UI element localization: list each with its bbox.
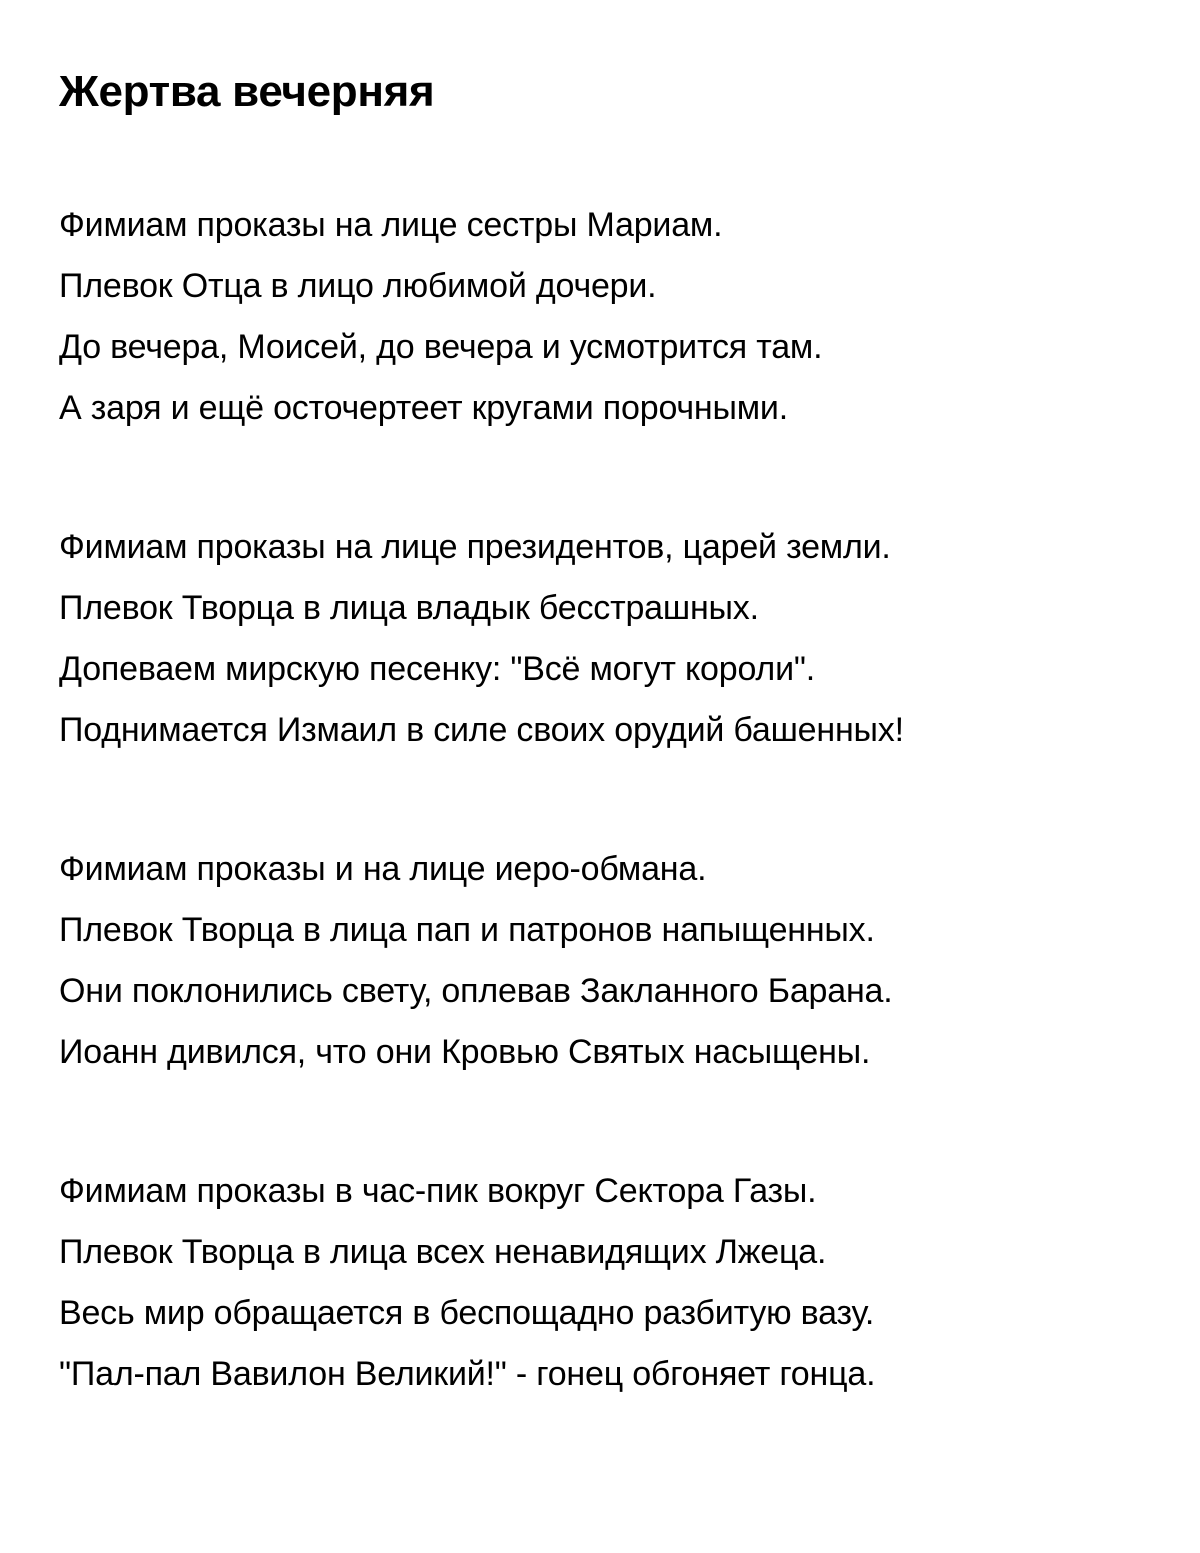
- poem-line: Весь мир обращается в беспощадно разбитую вазу.: [59, 1294, 875, 1332]
- poem-line: "Пал-пал Вавилон Великий!" - гонец обгоняет гонца.: [59, 1355, 876, 1393]
- poem-line: До вечера, Моисей, до вечера и усмотрится там.: [59, 328, 823, 366]
- poem-line: Фимиам проказы и на лице иеро-обмана.: [59, 850, 707, 888]
- stanza: [59, 1161, 1159, 1405]
- poem-line: Плевок Творца в лица пап и патронов напыщенных.: [59, 911, 875, 949]
- poem-line: Фимиам проказы на лице сестры Мариам.: [59, 206, 723, 244]
- stanza: [59, 839, 1159, 1083]
- poem-line: Плевок Творца в лица владык бесстрашных.: [59, 589, 759, 627]
- stanza: [59, 195, 1159, 439]
- poem-line: Фимиам проказы на лице президентов, царей земли.: [59, 528, 891, 566]
- stanza: [59, 517, 1159, 761]
- poem-line: Иоанн дивился, что они Кровью Святых насыщены.: [59, 1033, 871, 1071]
- poem-line: Плевок Творца в лица всех ненавидящих Лжеца.: [59, 1233, 827, 1271]
- poem-line: Допеваем мирскую песенку: "Всё могут короли".: [59, 650, 815, 688]
- poem-line: Поднимается Измаил в силе своих орудий башенных!: [59, 711, 904, 749]
- poem-title: Жертва вечерняя: [59, 67, 435, 116]
- poem-body: [59, 195, 1159, 1405]
- poem-line: Фимиам проказы в час-пик вокруг Сектора Газы.: [59, 1172, 817, 1210]
- poem-line: А заря и ещё осточертеет кругами порочными.: [59, 389, 788, 427]
- poem-line: Они поклонились свету, оплевав Закланного Барана.: [59, 972, 893, 1010]
- poem-line: Плевок Отца в лицо любимой дочери.: [59, 267, 657, 305]
- document-page: [59, 62, 1159, 1483]
